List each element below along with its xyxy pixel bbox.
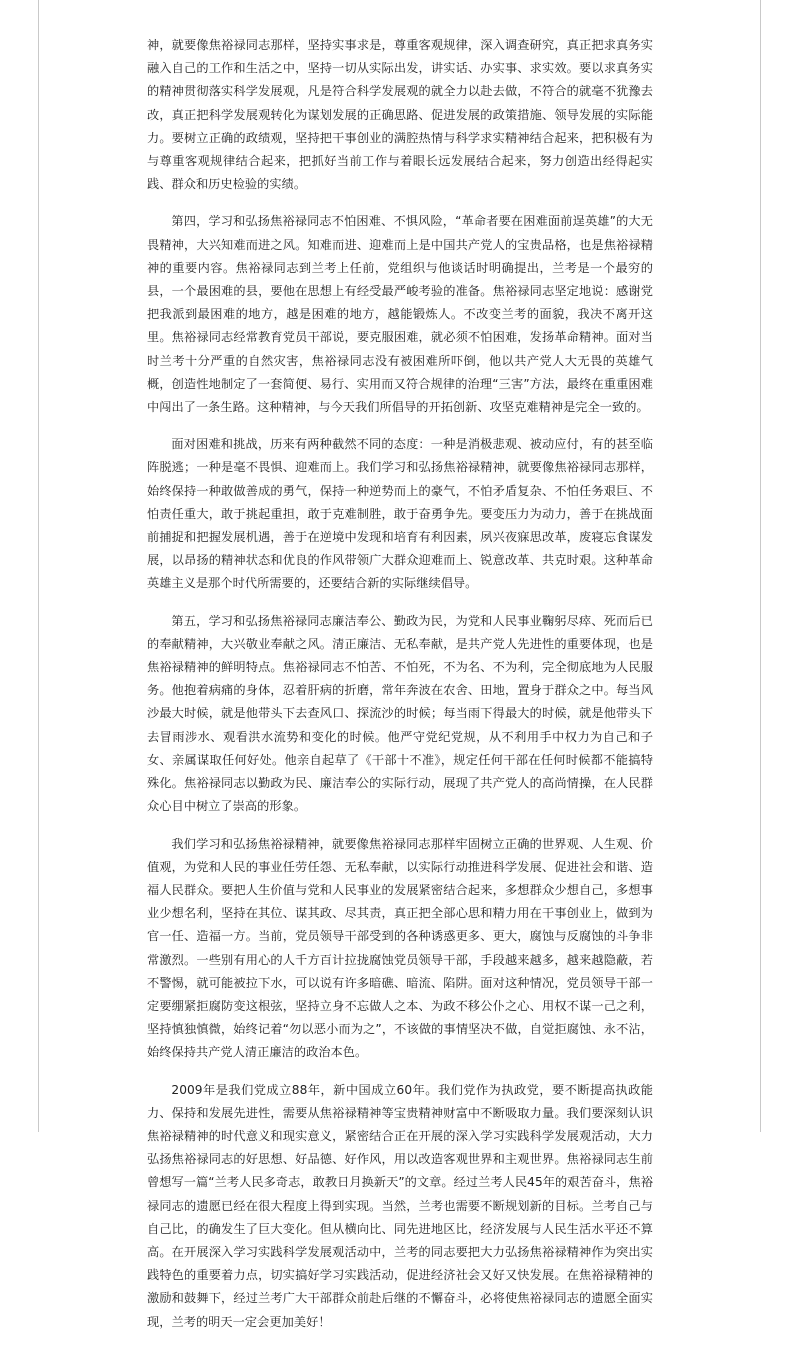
page-border-left xyxy=(38,0,39,1132)
paragraph-6: 2009年是我们党成立88年，新中国成立60年。我们党作为执政党，要不断提高执政能力、保持和发展先进性，需要从焦裕禄精神等宝贵精神财富中不断吸取力量。我们要深刻认识焦裕禄精神的时代意义和现实意义，紧密结合正在开展的深入学习实践科学发展观活动，大力弘扬焦裕禄同志的好思想、好品德、好作风，用以改造客观世界和主观世界。焦裕禄同志生前曾想写一篇“兰考人民多奇志，敢教日月换新天”的文章。经过兰考人民45年的艰苦奋斗，焦裕禄同志的遗愿已经在很大程度上得到实现。当然，兰考也需要不断规划新的目标。兰考自己与自己比，的确发生了巨大变化。但从横向比、同先进地区比，经济发展与人民生活水平还不算高。在开展深入学习实践科学发展观活动中，兰考的同志要把大力弘扬焦裕禄精神作为突出实践特色的重要着力点，切实搞好学习实践活动，促进经济社会又好又快发展。在焦裕禄精神的激励和鼓舞下，经过兰考广大干部群众前赴后继的不懈奋斗，必将使焦裕禄同志的遗愿全面实现，兰考的明天一定会更加美好！ xyxy=(147,1082,653,1329)
document-body xyxy=(147,34,653,1348)
paragraph-3: 面对困难和挑战，历来有两种截然不同的态度：一种是消极悲观、被动应付，有的甚至临阵脱逃；一种是毫不畏惧、迎难而上。我们学习和弘扬焦裕禄精神，就要像焦裕禄同志那样，始终保持一种敢做善成的勇气，保持一种逆势而上的豪气，不怕矛盾复杂、不怕任务艰巨、不怕责任重大，敢于挑起重担，敢于克难制胜，敢于奋勇争先。要变压力为动力，善于在挑战面前捕捉和把握发展机遇，善于在逆境中发现和培育有利因素，夙兴夜寐思改革，废寝忘食谋发展，以昂扬的精神状态和优良的作风带领广大群众迎难而上、锐意改革、共克时艰。这种革命英雄主义是那个时代所需要的，还要结合新的实际继续倡导。 xyxy=(147,437,653,591)
paragraph-4: 第五，学习和弘扬焦裕禄同志廉洁奉公、勤政为民，为党和人民事业鞠躬尽瘁、死而后已的奉献精神，大兴敬业奉献之风。清正廉洁、无私奉献，是共产党人先进性的重要体现，也是焦裕禄精神的鲜明特点。焦裕禄同志不怕苦、不怕死，不为名、不为利，完全彻底地为人民服务。他抱着病痛的身体，忍着肝病的折磨，常年奔波在农舍、田地，置身于群众之中。每当风沙最大时候，就是他带头下去查风口、探流沙的时候；每当雨下得最大的时候，就是他带头下去冒雨涉水、观看洪水流势和变化的时候。他严守党纪党规，从不利用手中权力为自己和子女、亲属谋取任何好处。他亲自起草了《干部十不准》，规定任何干部在任何时候都不能搞特殊化。焦裕禄同志以勤政为民、廉洁奉公的实际行动，展现了共产党人的高尚情操，在人民群众心目中树立了崇高的形象。 xyxy=(147,613,653,814)
page-border-right xyxy=(760,0,761,1132)
paragraph-1-continued: 神，就要像焦裕禄同志那样，坚持实事求是，尊重客观规律，深入调查研究，真正把求真务实融入自己的工作和生活之中，坚持一切从实际出发，讲实话、办实事、求实效。要以求真务实的精神贯彻落实科学发展观，凡是符合科学发展观的就全力以赴去做，不符合的就毫不犹豫去改，真正把科学发展观转化为谋划发展的正确思路、促进发展的政策措施、领导发展的实际能力。要树立正确的政绩观，坚持把干事创业的满腔热情与科学求实精神结合起来，把积极有为与尊重客观规律结合起来，把抓好当前工作与着眼长远发展结合起来，努力创造出经得起实践、群众和历史检验的实绩。 xyxy=(147,38,653,192)
paragraph-5: 我们学习和弘扬焦裕禄精神，就要像焦裕禄同志那样牢固树立正确的世界观、人生观、价值观，为党和人民的事业任劳任怨、无私奉献，以实际行动推进科学发展、促进社会和谐、造福人民群众。要把人生价值与党和人民事业的发展紧密结合起来，多想群众少想自己，多想事业少想名利，坚持在其位、谋其政、尽其责，真正把全部心思和精力用在干事创业上，做到为官一任、造福一方。当前，党员领导干部受到的各种诱惑更多、更大，腐蚀与反腐蚀的斗争非常激烈。一些别有用心的人千方百计拉拢腐蚀党员领导干部，手段越来越多，越来越隐蔽，若不警惕，就可能被拉下水，可以说有许多暗礁、暗流、陷阱。面对这种情况，党员领导干部一定要绷紧拒腐防变这根弦，坚持立身不忘做人之本、为政不移公仆之心、用权不谋一己之利，坚持慎独慎微，始终记着“勿以恶小而为之”，不该做的事情坚决不做，自觉拒腐蚀、永不沾，始终保持共产党人清正廉洁的政治本色。 xyxy=(147,836,653,1060)
paragraph-2: 第四，学习和弘扬焦裕禄同志不怕困难、不惧风险，“革命者要在困难面前逞英雄”的大无畏精神，大兴知难而进之风。知难而进、迎难而上是中国共产党人的宝贵品格，也是焦裕禄精神的重要内容。焦裕禄同志到兰考上任前，党组织与他谈话时明确提出，兰考是一个最穷的县，一个最困难的县，要他在思想上有经受最严峻考验的准备。焦裕禄同志坚定地说：感谢党把我派到最困难的地方，越是困难的地方，越能锻炼人。不改变兰考的面貌，我决不离开这里。焦裕禄同志经常教育党员干部说，要克服困难，就必须不怕困难，发扬革命精神。面对当时兰考十分严重的自然灾害，焦裕禄同志没有被困难所吓倒，他以共产党人大无畏的英雄气概，创造性地制定了一套简便、易行、实用而又符合规律的治理“三害”方法，最终在重重困难中闯出了一条生路。这种精神，与今天我们所倡导的开拓创新、攻坚克难精神是完全一致的。 xyxy=(147,214,653,415)
